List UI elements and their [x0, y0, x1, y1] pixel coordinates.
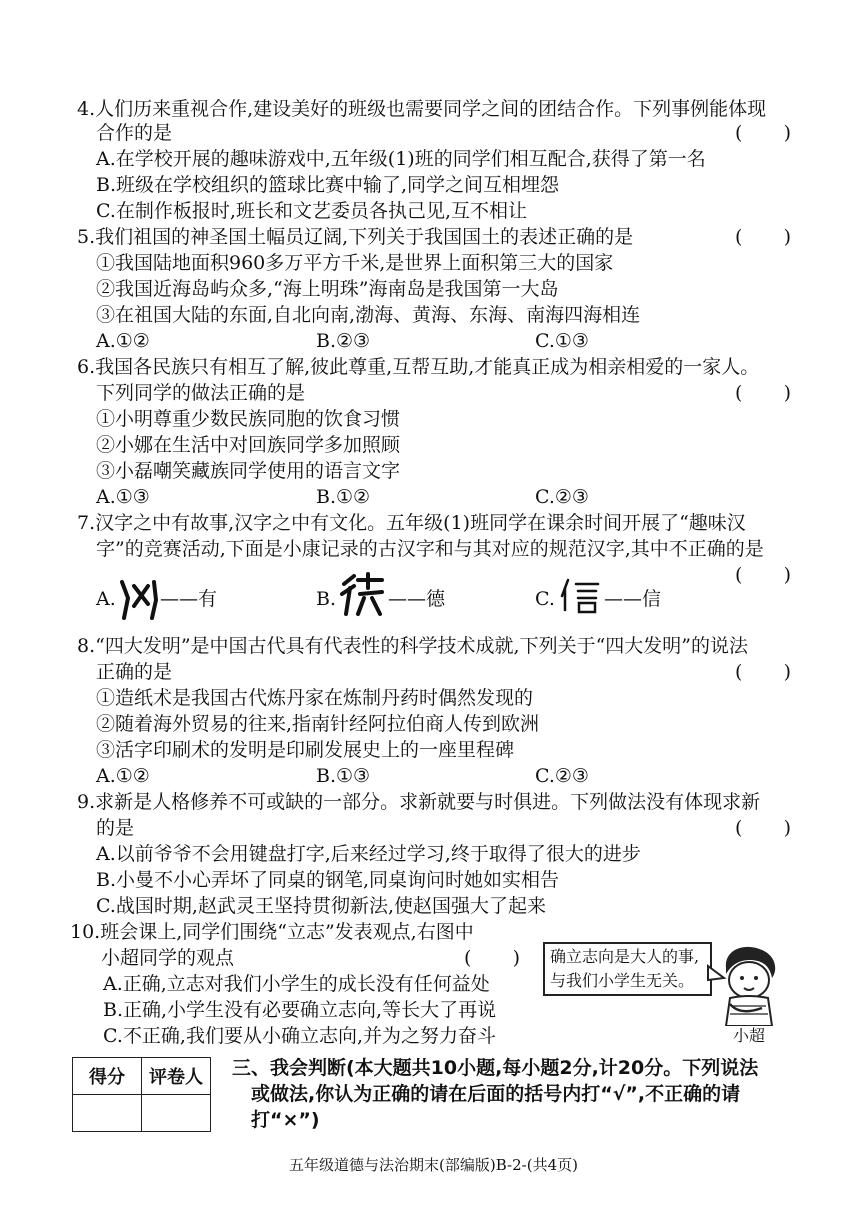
- q6-option-c: C.②③: [535, 486, 589, 508]
- q4-stem-line1: 4.人们历来重视合作,建设美好的班级也需要同学之间的团结合作。下列事例能体现: [77, 98, 767, 120]
- q8-item-3: ③活字印刷术的发明是印刷发展史上的一座里程碑: [96, 739, 515, 761]
- q5-option-c: C.①③: [535, 330, 589, 352]
- section3-line2: 或做法,你认为正确的请在后面的括号内打“√”,不正确的请: [251, 1083, 741, 1105]
- q7-option-a-suffix: ——有: [160, 588, 218, 610]
- q7-option-c-suffix: ——信: [604, 588, 662, 610]
- speech-bubble-line1: 确立志向是大人的事,: [550, 947, 700, 966]
- q7-stem-line2: 字”的竞赛活动,下面是小康记录的古汉字和与其对应的规范汉字,其中不正确的是: [96, 538, 764, 560]
- q7-option-b-prefix: B.: [316, 588, 337, 610]
- grader-cell[interactable]: [142, 1095, 211, 1132]
- q4-option-b: B.班级在学校组织的篮球比赛中输了,同学之间互相埋怨: [96, 174, 560, 196]
- page-footer: 五年级道德与法治期末(部编版)B-2-(共4页): [289, 1156, 578, 1174]
- q6-stem-line2: 下列同学的做法正确的是: [96, 382, 306, 404]
- q4-stem-line2: 合作的是: [96, 122, 173, 144]
- q5-option-a: A.①②: [96, 330, 150, 352]
- q7-option-b-suffix: ——德: [388, 588, 446, 610]
- score-table: [72, 1057, 211, 1132]
- section3-line1: 三、我会判断(本大题共10小题,每小题2分,计20分。下列说法: [232, 1057, 759, 1079]
- q9-stem-line1: 9.求新是人格修养不可或缺的一部分。求新就要与时俱进。下列做法没有体现求新: [77, 791, 761, 813]
- q6-item-1: ①小明尊重少数民族同胞的饮食习惯: [96, 408, 401, 430]
- q9-option-b: B.小曼不小心弄坏了同桌的钢笔,同桌询问时她如实相告: [96, 869, 560, 891]
- score-header: 得分: [73, 1058, 142, 1095]
- section3-line3: 打“×”): [251, 1109, 320, 1131]
- q7-option-a-prefix: A.: [96, 588, 116, 610]
- q6-item-3: ③小磊嘲笑藏族同学使用的语言文字: [96, 460, 401, 482]
- q8-stem-line2: 正确的是: [96, 661, 173, 683]
- q5-option-b: B.②③: [316, 330, 371, 352]
- q6-stem-line1: 6.我国各民族只有相互了解,彼此尊重,互帮互助,才能真正成为相亲相爱的一家人。: [77, 356, 760, 378]
- q5-item-3: ③在祖国大陆的东面,自北向南,渤海、黄海、东海、南海四海相连: [96, 304, 641, 326]
- q9-option-a: A.以前爷爷不会用键盘打字,后来经过学习,终于取得了很大的进步: [96, 843, 641, 865]
- boy-character-icon: [700, 944, 788, 1026]
- ancient-glyph-c-icon: [558, 576, 604, 616]
- q6-item-2: ②小娜在生活中对回族同学多加照顾: [96, 434, 401, 456]
- q8-option-a: A.①②: [96, 765, 150, 787]
- q8-stem-line1: 8.“四大发明”是中国古代具有代表性的科学技术成就,下列关于“四大发明”的说法: [77, 635, 749, 657]
- q10-stem-line1: 10.班会课上,同学们围绕“立志”发表观点,右图中: [70, 921, 474, 943]
- q9-option-c: C.战国时期,赵武灵王坚持贯彻新法,使赵国强大了起来: [96, 895, 546, 917]
- q10-option-b: B.正确,小学生没有必要确立志向,等长大了再说: [103, 999, 497, 1021]
- grader-header: 评卷人: [142, 1058, 211, 1095]
- q8-option-b: B.①③: [316, 765, 371, 787]
- q8-item-2: ②随着海外贸易的往来,指南针经阿拉伯商人传到欧洲: [96, 713, 540, 735]
- speech-bubble-line2: 与我们小学生无关。: [550, 971, 695, 990]
- q5-item-1: ①我国陆地面积960多万平方千米,是世界上面积第三大的国家: [96, 252, 614, 274]
- q4-option-a: A.在学校开展的趣味游戏中,五年级(1)班的同学们相互配合,获得了第一名: [96, 148, 706, 170]
- score-cell[interactable]: [73, 1095, 142, 1132]
- q9-stem-line2: 的是: [96, 817, 135, 839]
- q5-item-2: ②我国近海岛屿众多,“海上明珠”海南岛是我国第一大岛: [96, 278, 559, 300]
- q10-option-c: C.不正确,我们要从小确立志向,并为之努力奋斗: [103, 1025, 496, 1047]
- ancient-glyph-a-icon: [118, 578, 164, 622]
- q10-option-a: A.正确,立志对我们小学生的成长没有任何益处: [103, 973, 490, 995]
- q4-option-c: C.在制作板报时,班长和文艺委员各执己见,互不相让: [96, 200, 527, 222]
- q8-option-c: C.②③: [535, 765, 589, 787]
- ancient-glyph-b-icon: [338, 570, 388, 620]
- q7-option-c-prefix: C.: [535, 588, 555, 610]
- q10-stem-line2: 小超同学的观点: [101, 947, 235, 969]
- q7-stem-line1: 7.汉字之中有故事,汉字之中有文化。五年级(1)班同学在课余时间开展了“趣味汉: [77, 512, 746, 534]
- q8-item-1: ①造纸术是我国古代炼丹家在炼制丹药时偶然发现的: [96, 687, 534, 709]
- q5-stem-line1: 5.我们祖国的神圣国土幅员辽阔,下列关于我国国土的表述正确的是: [77, 226, 634, 248]
- speech-bubble: [543, 942, 712, 996]
- q6-option-a: A.①③: [96, 486, 150, 508]
- q6-option-b: B.①②: [316, 486, 371, 508]
- character-caption: 小超: [733, 1026, 766, 1045]
